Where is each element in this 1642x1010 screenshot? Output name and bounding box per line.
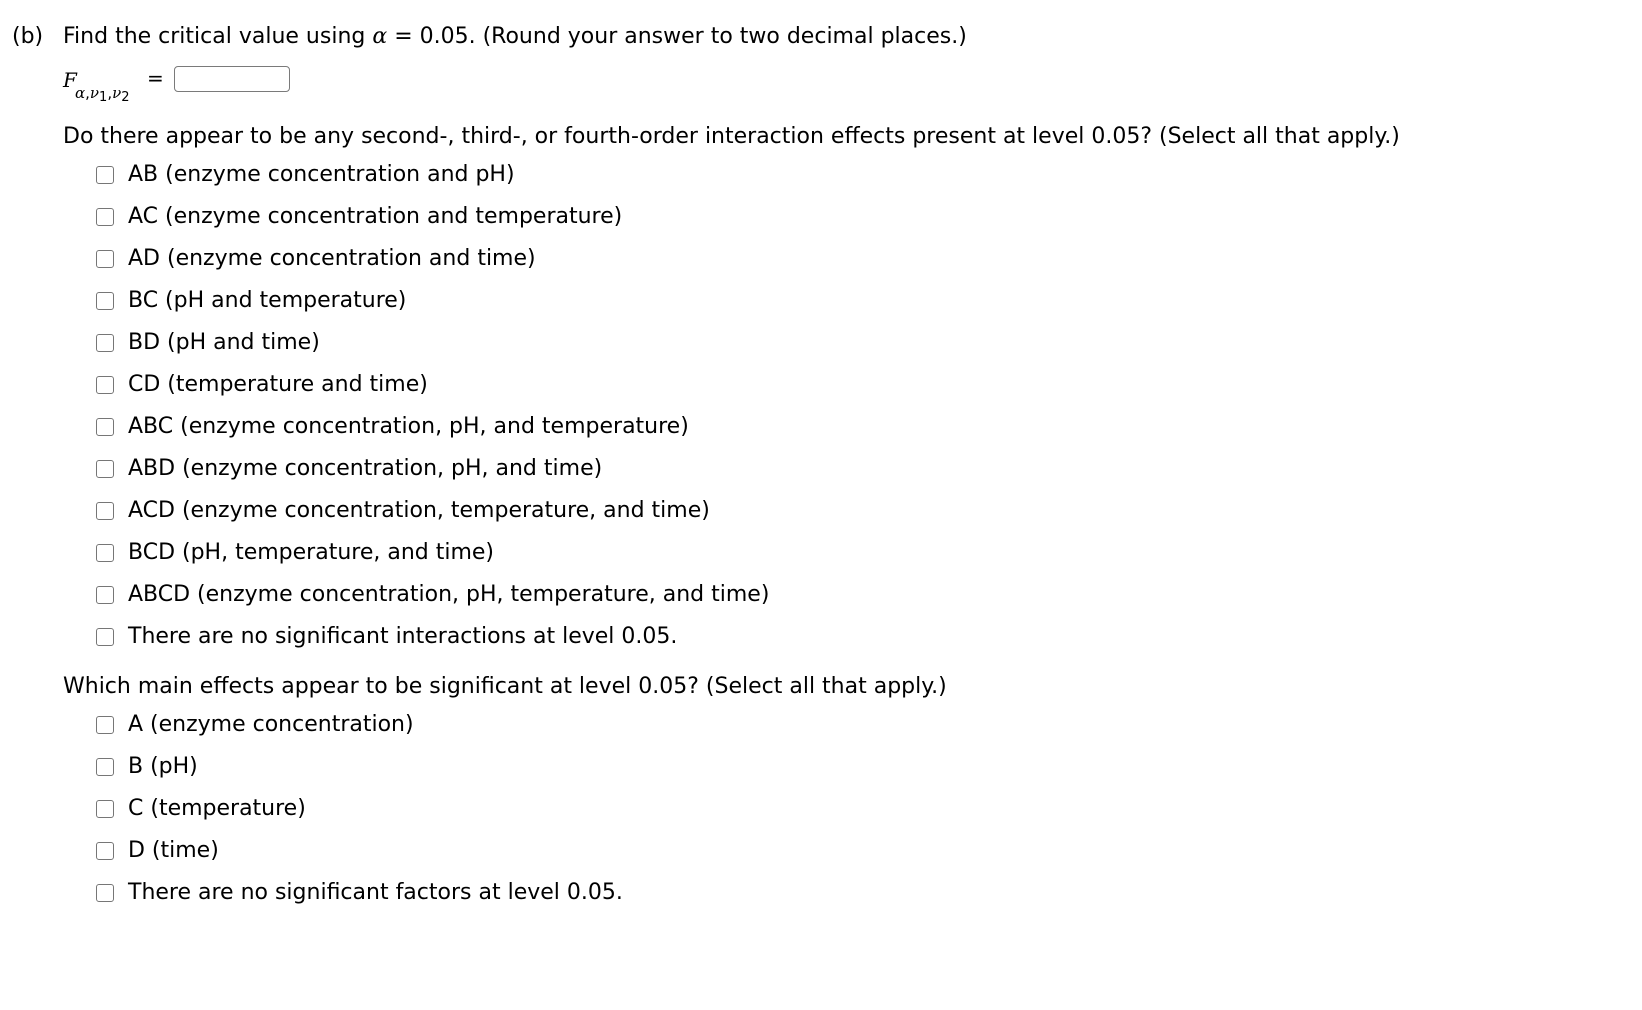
f-subscript (75, 84, 130, 107)
checkbox[interactable] (96, 628, 114, 646)
option-label[interactable]: A (enzyme concentration) (128, 712, 414, 737)
checkbox[interactable] (96, 800, 114, 818)
main-effect-option-4[interactable] (96, 830, 623, 872)
subscript-comma-2: , (107, 84, 113, 102)
subscript-nu-2: ν (112, 84, 122, 102)
option-label[interactable]: BD (pH and time) (128, 330, 320, 355)
checkbox[interactable] (96, 758, 114, 776)
checkbox[interactable] (96, 376, 114, 394)
checkbox[interactable] (96, 250, 114, 268)
option-label[interactable]: BC (pH and temperature) (128, 288, 407, 313)
checkbox[interactable] (96, 884, 114, 902)
prompt-before: Find the critical value using (63, 24, 373, 49)
main-effect-option-1[interactable] (96, 704, 623, 746)
option-label[interactable]: ABC (enzyme concentration, pH, and temperature) (128, 414, 689, 439)
checkbox[interactable] (96, 166, 114, 184)
prompt-after: = 0.05. (Round your answer to two decimal places.) (387, 24, 967, 49)
alpha-symbol: α (372, 24, 388, 49)
main-effects-question: Which main effects appear to be significant at level 0.05? (Select all that apply.) (63, 674, 947, 699)
interaction-option-3[interactable] (96, 238, 769, 280)
option-label[interactable]: B (pH) (128, 754, 198, 779)
interaction-option-9[interactable] (96, 490, 769, 532)
subscript-two: 2 (121, 90, 130, 105)
main-effect-option-3[interactable] (96, 788, 623, 830)
critical-value-row (63, 64, 423, 114)
option-label[interactable]: ABCD (enzyme concentration, pH, temperature, and time) (128, 582, 770, 607)
interaction-question: Do there appear to be any second-, third-, or fourth-order interaction effects present at level 0.05? (Select all that apply.) (63, 124, 1400, 149)
checkbox[interactable] (96, 418, 114, 436)
option-label[interactable]: C (temperature) (128, 796, 306, 821)
checkbox[interactable] (96, 460, 114, 478)
interaction-option-6[interactable] (96, 364, 769, 406)
interaction-option-7[interactable] (96, 406, 769, 448)
option-label[interactable]: AD (enzyme concentration and time) (128, 246, 536, 271)
option-label[interactable]: CD (temperature and time) (128, 372, 428, 397)
main-effect-option-2[interactable] (96, 746, 623, 788)
checkbox[interactable] (96, 292, 114, 310)
f-symbol: F (63, 68, 77, 92)
interaction-option-4[interactable] (96, 280, 769, 322)
interaction-options (96, 154, 769, 658)
option-label[interactable]: There are no significant factors at level 0.05. (128, 880, 623, 905)
interaction-option-5[interactable] (96, 322, 769, 364)
option-label[interactable]: BCD (pH, temperature, and time) (128, 540, 495, 565)
subscript-comma-1: , (85, 84, 90, 102)
subscript-alpha: α (75, 84, 86, 102)
option-label[interactable]: AB (enzyme concentration and pH) (128, 162, 515, 187)
checkbox[interactable] (96, 544, 114, 562)
interaction-option-11[interactable] (96, 574, 769, 616)
checkbox[interactable] (96, 716, 114, 734)
critical-value-input[interactable] (174, 66, 290, 92)
subscript-nu-1: ν (89, 84, 100, 102)
main-effects-options (96, 704, 623, 914)
equals-sign: = (147, 66, 164, 90)
critical-value-prompt (63, 22, 967, 52)
subscript-one: 1 (99, 90, 108, 105)
checkbox[interactable] (96, 842, 114, 860)
checkbox[interactable] (96, 208, 114, 226)
checkbox[interactable] (96, 586, 114, 604)
option-label[interactable]: D (time) (128, 838, 219, 863)
part-label: (b) (12, 24, 44, 49)
checkbox[interactable] (96, 502, 114, 520)
interaction-option-10[interactable] (96, 532, 769, 574)
option-label[interactable]: There are no significant interactions at level 0.05. (128, 624, 678, 649)
checkbox[interactable] (96, 334, 114, 352)
option-label[interactable]: ACD (enzyme concentration, temperature, and time) (128, 498, 710, 523)
interaction-option-1[interactable] (96, 154, 769, 196)
main-effect-option-5[interactable] (96, 872, 623, 914)
option-label[interactable]: ABD (enzyme concentration, pH, and time) (128, 456, 603, 481)
interaction-option-2[interactable] (96, 196, 769, 238)
interaction-option-8[interactable] (96, 448, 769, 490)
interaction-option-12[interactable] (96, 616, 769, 658)
option-label[interactable]: AC (enzyme concentration and temperature) (128, 204, 623, 229)
